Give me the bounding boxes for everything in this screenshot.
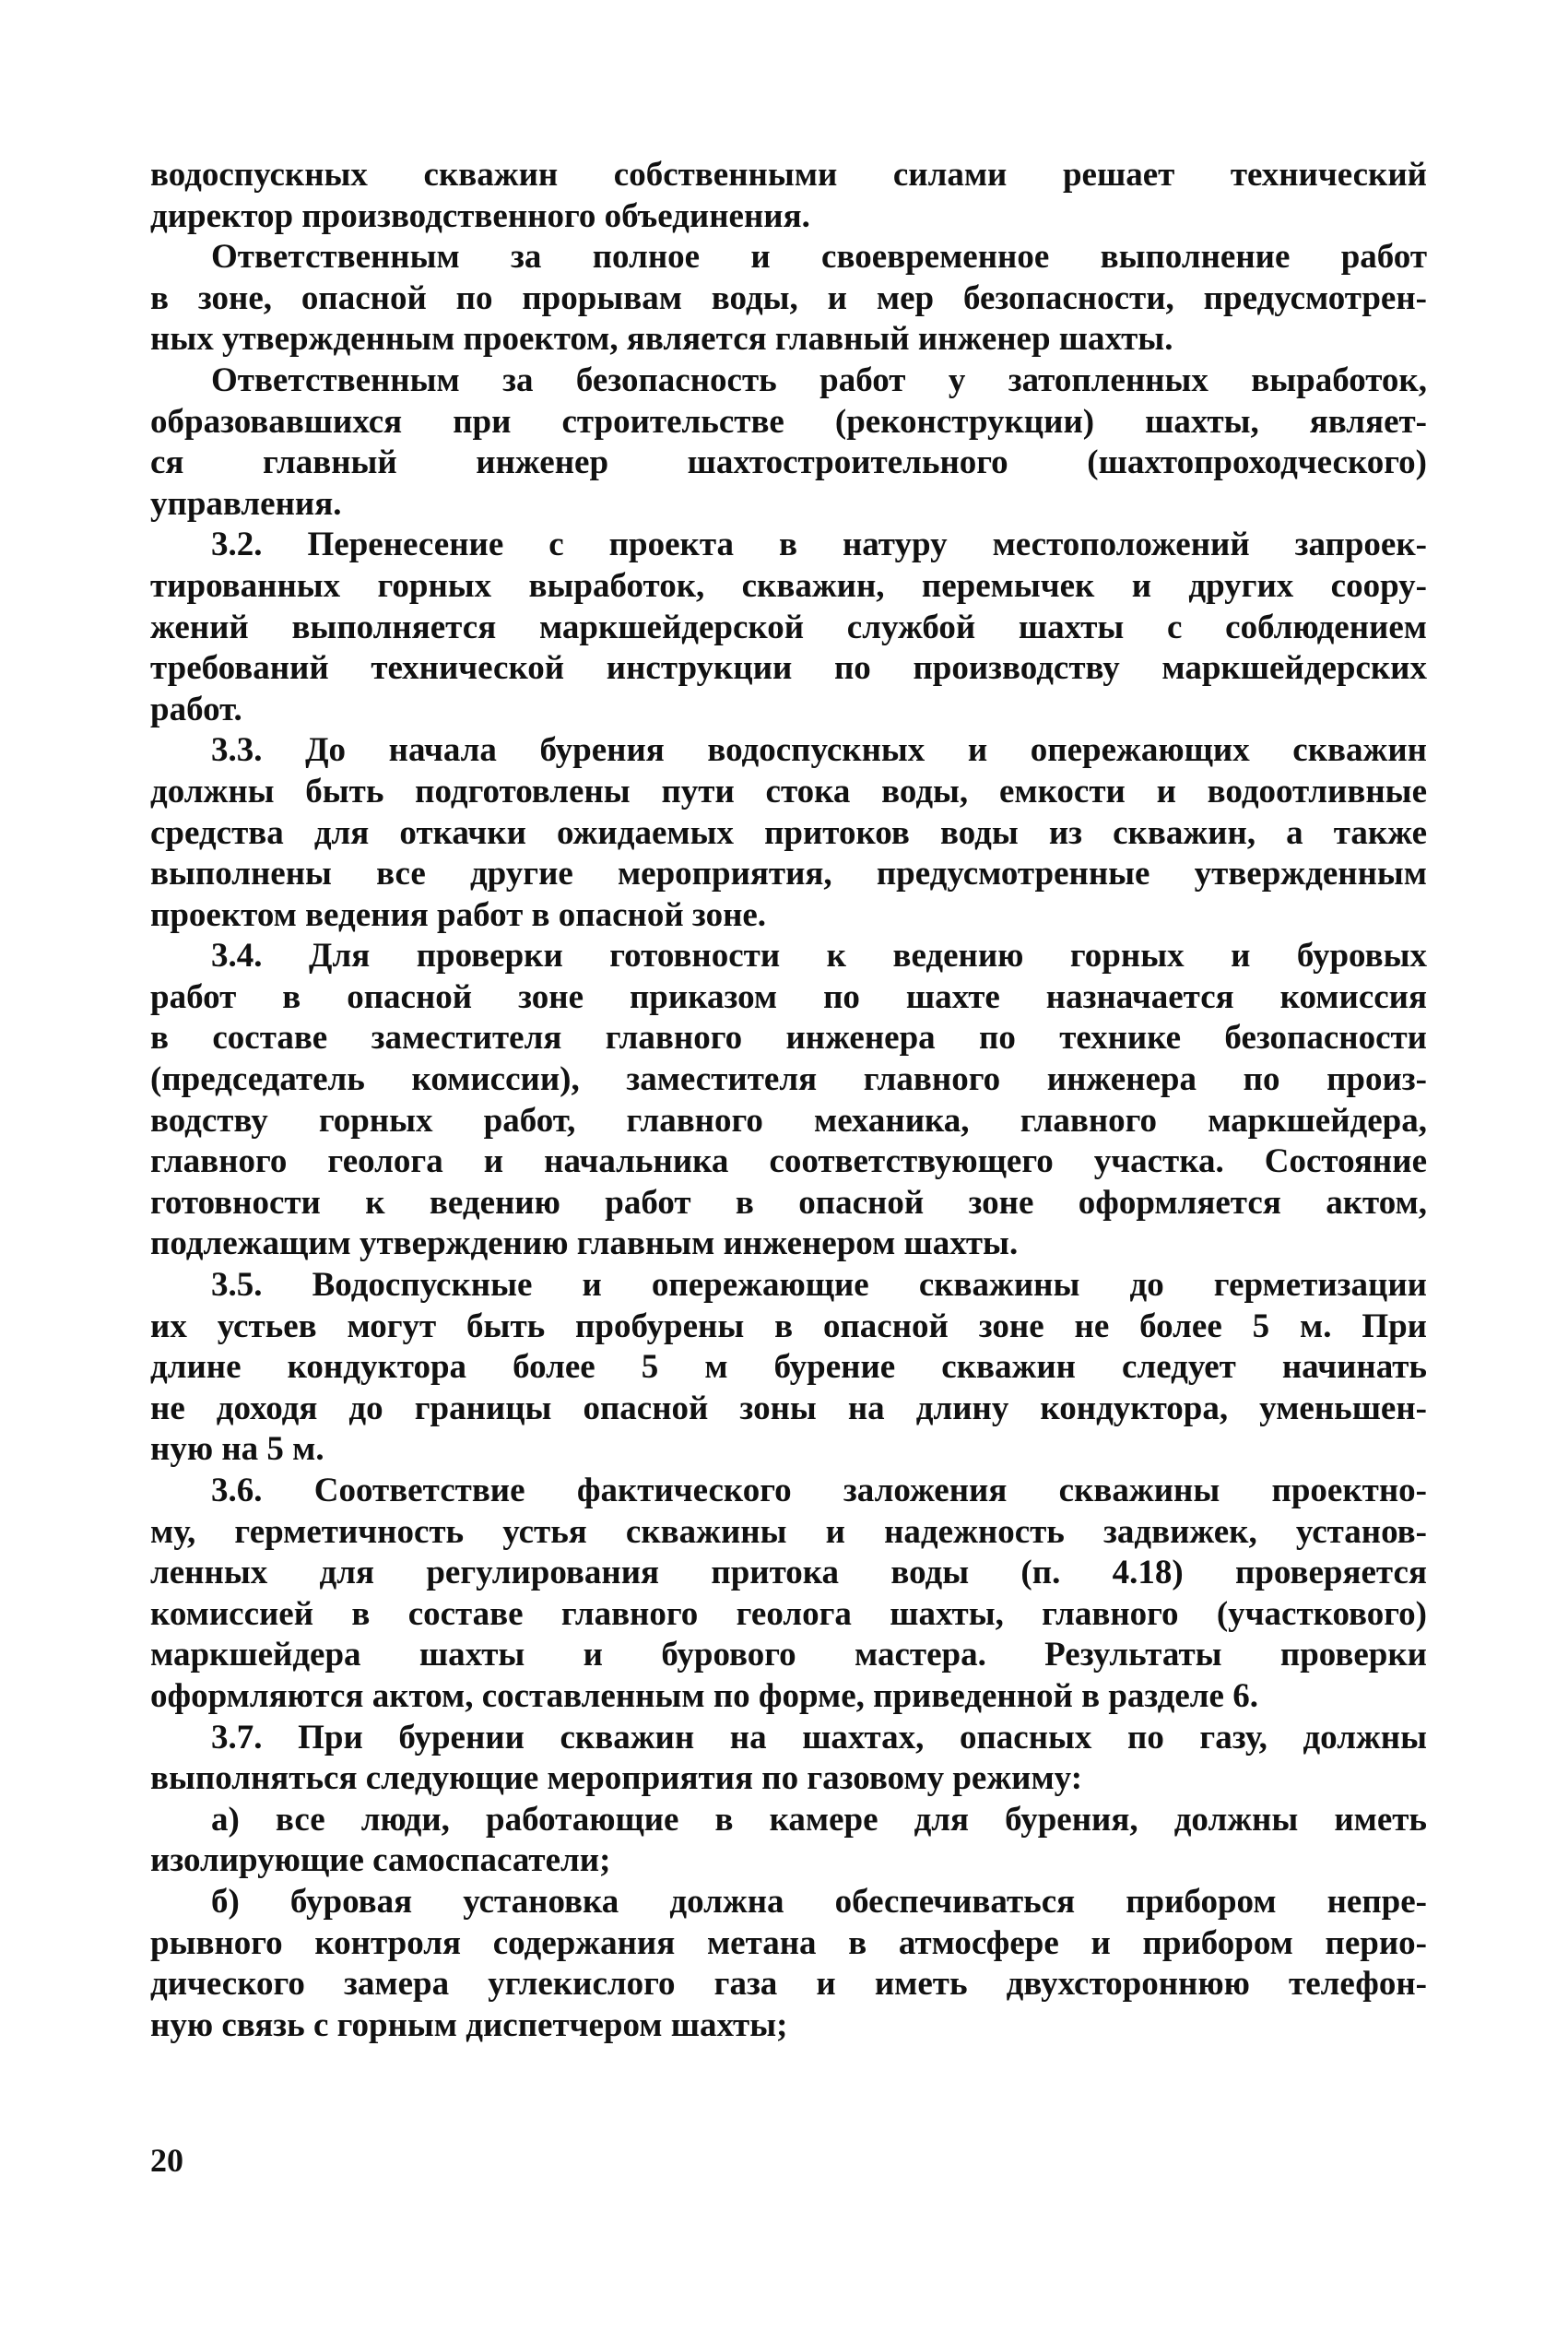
text-line: тированных горных выработок, скважин, перемычек и других соору- (150, 566, 1427, 605)
text-line: водству горных работ, главного механика, главного маркшейдера, (150, 1101, 1427, 1140)
text-line: водоспускных скважин собственными силами решает технический (150, 156, 1427, 194)
text-line: директор производственного объединения. (150, 196, 810, 235)
text-line: изолирующие самоспасатели; (150, 1841, 611, 1880)
paragraph (150, 155, 1427, 237)
text-line: длине кондуктора более 5 м бурение скважин следует начинать (150, 1348, 1427, 1387)
text-line: 3.5. Водоспускные и опережающие скважины до герметизации (211, 1266, 1427, 1305)
text-line: ных утвержденным проектом, является главный инженер шахты. (150, 320, 1173, 359)
text-line: б) буровая установка должна обеспечиваться прибором непре- (211, 1882, 1427, 1921)
text-line: в составе заместителя главного инженера по технике безопасности (150, 1019, 1427, 1058)
paragraph (150, 1882, 1427, 2046)
text-line: 3.4. Для проверки готовности к ведению горных и буровых (211, 937, 1427, 976)
text-line: ленных для регулирования притока воды (п. 4.18) проверяется (150, 1554, 1427, 1592)
text-line: 3.3. До начала бурения водоспускных и опережающих скважин (211, 731, 1427, 770)
text-line: работ. (150, 690, 242, 728)
paragraph (150, 1471, 1427, 1718)
text-line: выполнены все другие мероприятия, предусмотренные утвержденным (150, 855, 1427, 893)
text-line: не доходя до границы опасной зоны на длину кондуктора, уменьшен- (150, 1389, 1427, 1427)
text-line: Ответственным за безопасность работ у затопленных выработок, (211, 361, 1427, 399)
text-line: 3.2. Перенесение с проекта в натуру местоположений запроек- (211, 526, 1427, 564)
paragraph (150, 361, 1427, 525)
text-line: работ в опасной зоне приказом по шахте назначается комиссия (150, 977, 1427, 1016)
paragraph (150, 730, 1427, 936)
text-line: ную связь с горным диспетчером шахты; (150, 2005, 788, 2044)
text-line: а) все люди, работающие в камере для бурения, должны иметь (211, 1800, 1427, 1839)
text-line: проектом ведения работ в опасной зоне. (150, 895, 767, 934)
text-line: образовавшихся при строительстве (реконструкции) шахты, являет- (150, 402, 1427, 441)
paragraph (150, 1265, 1427, 1471)
text-line: дического замера углекислого газа и иметь двухстороннюю телефон- (150, 1965, 1427, 2004)
text-line: му, герметичность устья скважины и надежность задвижек, установ- (150, 1512, 1427, 1551)
text-line: выполняться следующие мероприятия по газовому режиму: (150, 1759, 1083, 1798)
text-line: ную на 5 м. (150, 1430, 324, 1469)
text-line: управления. (150, 484, 342, 523)
text-line: требований технической инструкции по производству маркшейдерских (150, 649, 1427, 688)
paragraph (150, 1718, 1427, 1800)
text-line: маркшейдера шахты и бурового мастера. Результаты проверки (150, 1636, 1427, 1674)
text-line: должны быть подготовлены пути стока воды, емкости и водоотливные (150, 772, 1427, 810)
text-line: (председатель комиссии), заместителя главного инженера по произ- (150, 1060, 1427, 1099)
paragraph (150, 1800, 1427, 1882)
text-line: их устьев могут быть пробурены в опасной зоне не более 5 м. При (150, 1307, 1427, 1345)
document-body (150, 155, 1427, 2046)
text-line: главного геолога и начальника соответствующего участка. Состояние (150, 1142, 1427, 1181)
text-line: в зоне, опасной по прорывам воды, и мер безопасности, предусмотрен- (150, 278, 1427, 317)
text-line: подлежащим утверждению главным инженером шахты. (150, 1224, 1019, 1263)
text-line: оформляются актом, составленным по форме, приведенной в разделе 6. (150, 1676, 1258, 1715)
text-line: 3.7. При бурении скважин на шахтах, опасных по газу, должны (211, 1718, 1427, 1756)
paragraph (150, 525, 1427, 730)
page-number: 20 (150, 2142, 183, 2179)
text-line: комиссией в составе главного геолога шахты, главного (участкового) (150, 1594, 1427, 1633)
paragraph (150, 936, 1427, 1265)
text-line: средства для откачки ожидаемых притоков воды из скважин, а также (150, 813, 1427, 852)
text-line: 3.6. Соответствие фактического заложения скважины проектно- (211, 1472, 1427, 1509)
text-line: ся главный инженер шахтостроительного (шахтопроходческого) (150, 444, 1427, 482)
text-line: жений выполняется маркшейдерской службой шахты с соблюдением (150, 608, 1427, 646)
text-line: готовности к ведению работ в опасной зоне оформляется актом, (150, 1183, 1427, 1222)
text-line: Ответственным за полное и своевременное выполнение работ (211, 238, 1427, 277)
paragraph (150, 237, 1427, 361)
text-line: рывного контроля содержания метана в атмосфере и прибором перио- (150, 1923, 1427, 1962)
